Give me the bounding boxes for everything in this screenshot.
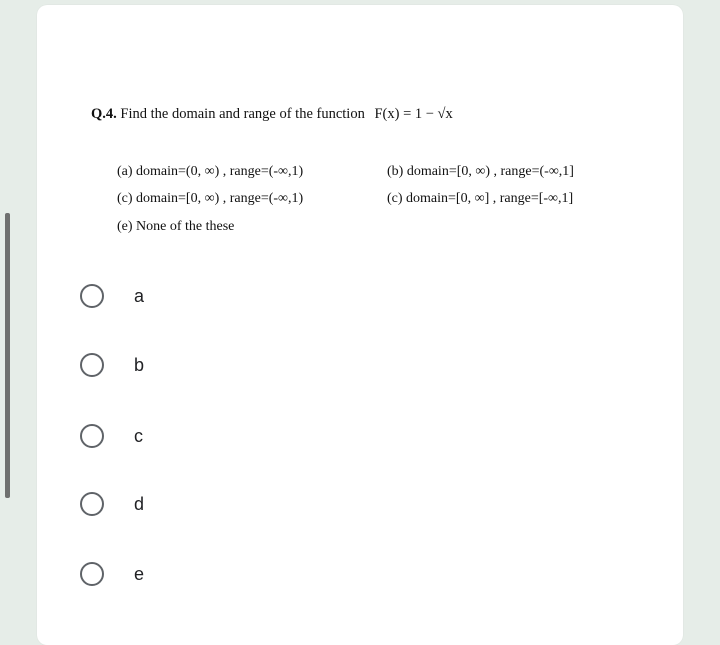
choice-b-text: (b) domain=[0, ∞) , range=(-∞,1] (387, 164, 574, 179)
option-e[interactable] (80, 559, 144, 589)
choice-c2-text: (c) domain=[0, ∞] , range=[-∞,1] (387, 191, 574, 206)
option-d-label[interactable]: d (134, 493, 145, 514)
option-e-label[interactable]: e (134, 563, 145, 584)
option-b-label[interactable]: b (134, 354, 145, 375)
option-c-label[interactable]: c (134, 425, 143, 446)
question-number: Q.4. (91, 106, 117, 122)
radio-button-b[interactable] (80, 353, 104, 377)
radio-button-a[interactable] (80, 284, 104, 308)
choice-c-text: (c) domain=[0, ∞) , range=(-∞,1) (117, 191, 304, 206)
option-a[interactable] (80, 281, 144, 311)
question-text (91, 106, 651, 123)
option-c[interactable] (80, 421, 143, 451)
option-b[interactable] (80, 350, 144, 380)
radio-button-d[interactable] (80, 492, 104, 516)
question-body: Find the domain and range of the function (120, 106, 365, 122)
radio-button-e[interactable] (80, 562, 104, 586)
choice-a-text: (a) domain=(0, ∞) , range=(-∞,1) (117, 164, 304, 179)
radio-button-c[interactable] (80, 424, 104, 448)
question-card (37, 5, 683, 645)
option-a-label[interactable]: a (134, 285, 145, 306)
choice-e-text: (e) None of the these (117, 219, 235, 234)
scrollbar[interactable] (5, 213, 10, 498)
question-function: F(x) = 1 − √x (374, 106, 453, 122)
option-d[interactable] (80, 489, 144, 519)
